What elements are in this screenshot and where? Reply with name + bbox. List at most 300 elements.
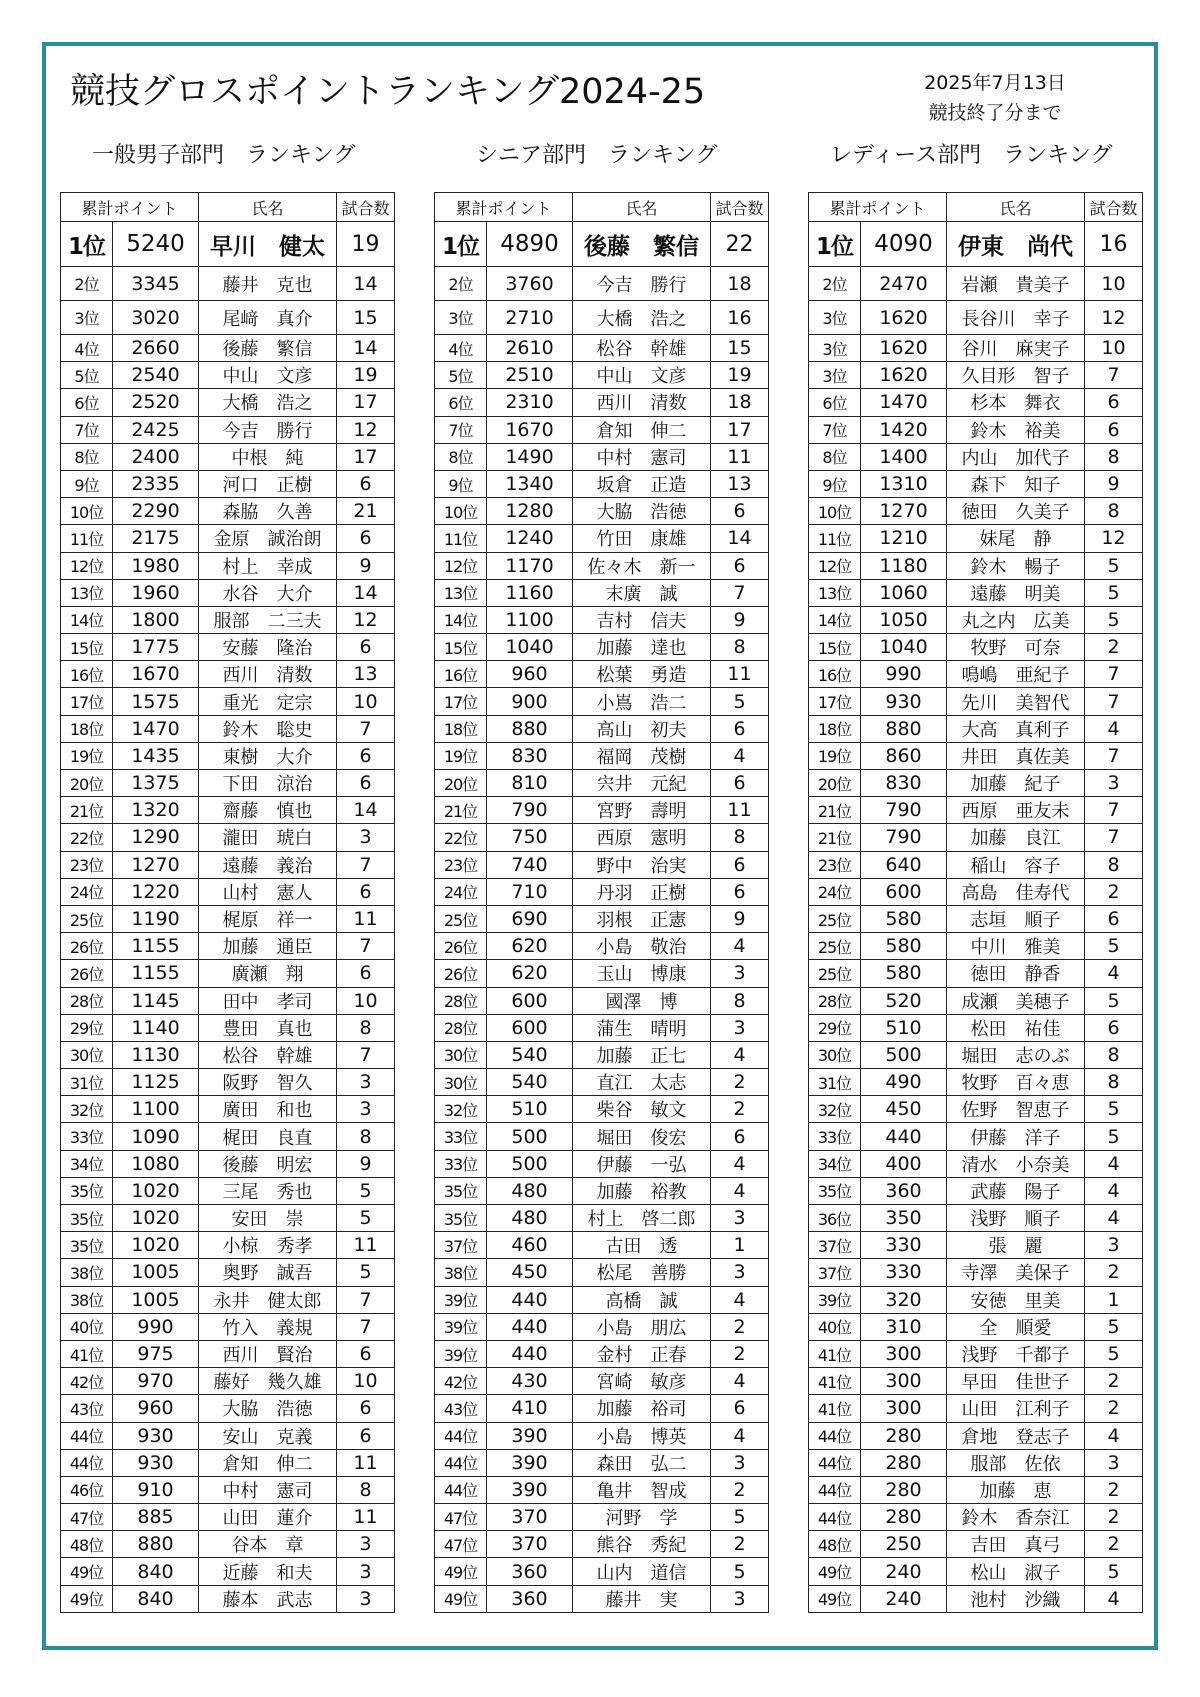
games-cell: 2 bbox=[1085, 1531, 1143, 1558]
name-cell: 藤井 実 bbox=[573, 1585, 711, 1612]
points-cell: 1140 bbox=[113, 1014, 199, 1041]
rank-cell: 41位 bbox=[809, 1368, 861, 1395]
table-row bbox=[435, 525, 769, 552]
rank-cell: 6位 bbox=[61, 389, 113, 416]
table-row bbox=[61, 389, 395, 416]
table-row bbox=[61, 579, 395, 606]
rank-cell: 38位 bbox=[61, 1286, 113, 1313]
table-row bbox=[61, 222, 395, 267]
name-cell: 牧野 可奈 bbox=[947, 634, 1085, 661]
points-cell: 580 bbox=[861, 905, 947, 932]
table-row bbox=[809, 1041, 1143, 1068]
table-row bbox=[61, 634, 395, 661]
name-cell: 高山 初夫 bbox=[573, 715, 711, 742]
games-cell: 3 bbox=[337, 1069, 395, 1096]
table-row bbox=[61, 1449, 395, 1476]
name-cell: 小椋 秀孝 bbox=[199, 1232, 337, 1259]
rank-cell: 26位 bbox=[435, 960, 487, 987]
games-cell: 11 bbox=[337, 1504, 395, 1531]
name-cell: 羽根 正憲 bbox=[573, 905, 711, 932]
points-cell: 1375 bbox=[113, 770, 199, 797]
table-row bbox=[61, 1395, 395, 1422]
points-cell: 360 bbox=[861, 1177, 947, 1204]
rank-cell: 49位 bbox=[435, 1585, 487, 1612]
games-cell: 15 bbox=[337, 301, 395, 335]
rank-cell: 33位 bbox=[435, 1123, 487, 1150]
table-row bbox=[809, 1259, 1143, 1286]
points-cell: 1040 bbox=[487, 634, 573, 661]
games-cell: 8 bbox=[1085, 851, 1143, 878]
name-cell: 宮崎 敏彦 bbox=[573, 1368, 711, 1395]
name-cell: 森下 知子 bbox=[947, 470, 1085, 497]
games-cell: 22 bbox=[711, 222, 769, 267]
points-cell: 500 bbox=[487, 1150, 573, 1177]
points-cell: 2510 bbox=[487, 362, 573, 389]
points-cell: 330 bbox=[861, 1232, 947, 1259]
points-cell: 280 bbox=[861, 1476, 947, 1503]
rank-cell: 33位 bbox=[809, 1123, 861, 1150]
games-cell: 7 bbox=[711, 579, 769, 606]
rank-cell: 8位 bbox=[61, 443, 113, 470]
name-cell: 阪野 智久 bbox=[199, 1069, 337, 1096]
points-cell: 600 bbox=[487, 987, 573, 1014]
points-cell: 1180 bbox=[861, 552, 947, 579]
rank-cell: 5位 bbox=[435, 362, 487, 389]
rank-cell: 17位 bbox=[809, 688, 861, 715]
table-row bbox=[435, 552, 769, 579]
table-row bbox=[809, 301, 1143, 335]
points-cell: 3760 bbox=[487, 267, 573, 301]
games-cell: 5 bbox=[1085, 606, 1143, 633]
section-title-senior: シニア部門 ランキング bbox=[476, 143, 718, 168]
rank-cell: 35位 bbox=[435, 1177, 487, 1204]
table-row bbox=[435, 688, 769, 715]
points-cell: 300 bbox=[861, 1340, 947, 1367]
table-row bbox=[61, 797, 395, 824]
rank-cell: 12位 bbox=[809, 552, 861, 579]
games-cell: 3 bbox=[711, 1449, 769, 1476]
table-row bbox=[61, 335, 395, 362]
name-cell: 野中 治実 bbox=[573, 851, 711, 878]
points-cell: 930 bbox=[861, 688, 947, 715]
name-cell: 山田 江利子 bbox=[947, 1395, 1085, 1422]
games-cell: 5 bbox=[1085, 1096, 1143, 1123]
table-row bbox=[61, 987, 395, 1014]
name-cell: 吉田 真弓 bbox=[947, 1531, 1085, 1558]
points-cell: 280 bbox=[861, 1449, 947, 1476]
table-row bbox=[435, 1558, 769, 1585]
table-row bbox=[435, 851, 769, 878]
points-cell: 450 bbox=[861, 1096, 947, 1123]
rank-cell: 25位 bbox=[809, 905, 861, 932]
name-header: 氏名 bbox=[947, 193, 1085, 222]
games-cell: 8 bbox=[711, 987, 769, 1014]
rank-cell: 1位 bbox=[435, 222, 487, 267]
name-cell: 村上 啓二郎 bbox=[573, 1205, 711, 1232]
games-cell: 7 bbox=[337, 1041, 395, 1068]
table-row bbox=[809, 1123, 1143, 1150]
rank-cell: 37位 bbox=[435, 1232, 487, 1259]
games-cell: 14 bbox=[337, 797, 395, 824]
name-cell: 中根 純 bbox=[199, 443, 337, 470]
name-cell: 東樹 大介 bbox=[199, 742, 337, 769]
name-cell: 柴谷 敏文 bbox=[573, 1096, 711, 1123]
points-cell: 580 bbox=[861, 933, 947, 960]
points-cell: 1490 bbox=[487, 443, 573, 470]
games-cell: 11 bbox=[711, 443, 769, 470]
name-cell: 杉本 舞衣 bbox=[947, 389, 1085, 416]
name-cell: 松葉 勇造 bbox=[573, 661, 711, 688]
points-cell: 620 bbox=[487, 960, 573, 987]
table-row bbox=[809, 470, 1143, 497]
name-cell: 内山 加代子 bbox=[947, 443, 1085, 470]
name-cell: 妹尾 静 bbox=[947, 525, 1085, 552]
games-cell: 7 bbox=[337, 933, 395, 960]
games-cell: 14 bbox=[711, 525, 769, 552]
table-row bbox=[435, 443, 769, 470]
points-cell: 520 bbox=[861, 987, 947, 1014]
points-cell: 1050 bbox=[861, 606, 947, 633]
table-row bbox=[809, 1395, 1143, 1422]
rank-cell: 7位 bbox=[809, 416, 861, 443]
games-cell: 11 bbox=[337, 1449, 395, 1476]
points-cell: 930 bbox=[113, 1422, 199, 1449]
games-cell: 3 bbox=[337, 1096, 395, 1123]
rank-cell: 38位 bbox=[61, 1259, 113, 1286]
points-cell: 1270 bbox=[113, 851, 199, 878]
rank-cell: 34位 bbox=[809, 1150, 861, 1177]
points-cell: 2540 bbox=[113, 362, 199, 389]
points-cell: 330 bbox=[861, 1259, 947, 1286]
name-cell: 遠藤 明美 bbox=[947, 579, 1085, 606]
table-row bbox=[435, 1395, 769, 1422]
points-header: 累計ポイント bbox=[809, 193, 947, 222]
rank-cell: 10位 bbox=[435, 498, 487, 525]
rank-cell: 35位 bbox=[61, 1232, 113, 1259]
name-cell: 福岡 茂樹 bbox=[573, 742, 711, 769]
name-cell: 大橋 浩之 bbox=[199, 389, 337, 416]
rank-cell: 21位 bbox=[809, 824, 861, 851]
points-cell: 390 bbox=[487, 1422, 573, 1449]
name-cell: 加藤 恵 bbox=[947, 1476, 1085, 1503]
name-cell: 清水 小奈美 bbox=[947, 1150, 1085, 1177]
name-cell: 小嶌 浩二 bbox=[573, 688, 711, 715]
table-row bbox=[61, 1069, 395, 1096]
rank-cell: 24位 bbox=[809, 878, 861, 905]
table-row bbox=[435, 797, 769, 824]
table-row bbox=[809, 1476, 1143, 1503]
rank-cell: 15位 bbox=[435, 634, 487, 661]
rank-cell: 39位 bbox=[435, 1286, 487, 1313]
name-cell: 重光 定宗 bbox=[199, 688, 337, 715]
name-cell: 下田 涼治 bbox=[199, 770, 337, 797]
rank-cell: 32位 bbox=[809, 1096, 861, 1123]
name-cell: 瀧田 琥白 bbox=[199, 824, 337, 851]
points-cell: 370 bbox=[487, 1531, 573, 1558]
points-cell: 1980 bbox=[113, 552, 199, 579]
name-cell: 齋藤 慎也 bbox=[199, 797, 337, 824]
rank-cell: 33位 bbox=[61, 1123, 113, 1150]
points-cell: 390 bbox=[487, 1449, 573, 1476]
table-row bbox=[435, 1476, 769, 1503]
table-row bbox=[809, 552, 1143, 579]
games-cell: 10 bbox=[337, 688, 395, 715]
name-cell: 服部 二三夫 bbox=[199, 606, 337, 633]
name-cell: 倉地 登志子 bbox=[947, 1422, 1085, 1449]
table-row bbox=[61, 1177, 395, 1204]
games-cell: 14 bbox=[337, 579, 395, 606]
games-cell: 6 bbox=[337, 960, 395, 987]
games-cell: 4 bbox=[1085, 960, 1143, 987]
ranking-table-general-men bbox=[60, 192, 395, 1613]
table-row bbox=[809, 1531, 1143, 1558]
rank-cell: 29位 bbox=[61, 1014, 113, 1041]
table-row bbox=[435, 1232, 769, 1259]
table-row bbox=[435, 301, 769, 335]
rank-cell: 25位 bbox=[809, 960, 861, 987]
name-cell: 鈴木 聡史 bbox=[199, 715, 337, 742]
name-cell: 山内 道信 bbox=[573, 1558, 711, 1585]
name-cell: 山田 蓮介 bbox=[199, 1504, 337, 1531]
rank-cell: 44位 bbox=[61, 1422, 113, 1449]
points-cell: 440 bbox=[487, 1313, 573, 1340]
points-cell: 410 bbox=[487, 1395, 573, 1422]
table-row bbox=[809, 933, 1143, 960]
name-cell: 藤好 幾久雄 bbox=[199, 1368, 337, 1395]
table-row bbox=[809, 1096, 1143, 1123]
rank-cell: 4位 bbox=[435, 335, 487, 362]
points-cell: 1210 bbox=[861, 525, 947, 552]
rank-cell: 3位 bbox=[435, 301, 487, 335]
table-row bbox=[435, 606, 769, 633]
table-row bbox=[809, 1422, 1143, 1449]
table-row bbox=[809, 1232, 1143, 1259]
points-cell: 500 bbox=[861, 1041, 947, 1068]
rank-cell: 47位 bbox=[435, 1504, 487, 1531]
games-cell: 4 bbox=[1085, 1150, 1143, 1177]
points-cell: 1240 bbox=[487, 525, 573, 552]
name-cell: 蒲生 晴明 bbox=[573, 1014, 711, 1041]
table-row bbox=[61, 443, 395, 470]
table-row bbox=[809, 1014, 1143, 1041]
table-row bbox=[435, 824, 769, 851]
points-cell: 2400 bbox=[113, 443, 199, 470]
rank-cell: 8位 bbox=[809, 443, 861, 470]
points-cell: 480 bbox=[487, 1177, 573, 1204]
points-cell: 580 bbox=[861, 960, 947, 987]
games-header: 試合数 bbox=[1085, 193, 1143, 222]
rank-cell: 15位 bbox=[61, 634, 113, 661]
games-cell: 17 bbox=[337, 443, 395, 470]
games-cell: 7 bbox=[1085, 362, 1143, 389]
points-cell: 790 bbox=[861, 824, 947, 851]
rank-cell: 17位 bbox=[61, 688, 113, 715]
rank-cell: 9位 bbox=[435, 470, 487, 497]
points-cell: 2610 bbox=[487, 335, 573, 362]
points-cell: 440 bbox=[487, 1286, 573, 1313]
games-cell: 4 bbox=[1085, 715, 1143, 742]
games-cell: 8 bbox=[711, 634, 769, 661]
rank-cell: 2位 bbox=[61, 267, 113, 301]
rank-cell: 12位 bbox=[61, 552, 113, 579]
rank-cell: 30位 bbox=[61, 1041, 113, 1068]
name-cell: 堀田 俊宏 bbox=[573, 1123, 711, 1150]
points-cell: 3020 bbox=[113, 301, 199, 335]
name-cell: 加藤 良江 bbox=[947, 824, 1085, 851]
rank-cell: 2位 bbox=[809, 267, 861, 301]
rank-cell: 19位 bbox=[435, 742, 487, 769]
points-cell: 910 bbox=[113, 1476, 199, 1503]
games-cell: 7 bbox=[1085, 824, 1143, 851]
rank-cell: 9位 bbox=[809, 470, 861, 497]
table-row bbox=[435, 715, 769, 742]
games-cell: 11 bbox=[337, 1232, 395, 1259]
games-cell: 12 bbox=[337, 606, 395, 633]
table-row bbox=[61, 1205, 395, 1232]
games-cell: 14 bbox=[337, 267, 395, 301]
name-cell: 張 麗 bbox=[947, 1232, 1085, 1259]
games-cell: 6 bbox=[1085, 1014, 1143, 1041]
rank-cell: 36位 bbox=[809, 1205, 861, 1232]
name-cell: 大脇 浩徳 bbox=[573, 498, 711, 525]
rank-cell: 44位 bbox=[61, 1449, 113, 1476]
table-row bbox=[809, 1069, 1143, 1096]
rank-cell: 28位 bbox=[435, 987, 487, 1014]
games-cell: 7 bbox=[1085, 742, 1143, 769]
rank-cell: 3位 bbox=[809, 301, 861, 335]
games-cell: 17 bbox=[337, 389, 395, 416]
games-cell: 8 bbox=[711, 824, 769, 851]
name-cell: 小島 博英 bbox=[573, 1422, 711, 1449]
rank-cell: 13位 bbox=[435, 579, 487, 606]
games-cell: 6 bbox=[711, 770, 769, 797]
table-row bbox=[435, 362, 769, 389]
table-row bbox=[809, 905, 1143, 932]
points-cell: 1270 bbox=[861, 498, 947, 525]
table-row bbox=[61, 851, 395, 878]
points-cell: 1620 bbox=[861, 335, 947, 362]
points-cell: 500 bbox=[487, 1123, 573, 1150]
games-cell: 17 bbox=[711, 416, 769, 443]
table-row bbox=[435, 1340, 769, 1367]
games-cell: 18 bbox=[711, 267, 769, 301]
points-cell: 1020 bbox=[113, 1177, 199, 1204]
name-cell: 竹入 義規 bbox=[199, 1313, 337, 1340]
table-row bbox=[809, 688, 1143, 715]
table-row bbox=[809, 1558, 1143, 1585]
points-cell: 440 bbox=[861, 1123, 947, 1150]
name-cell: 小島 朋広 bbox=[573, 1313, 711, 1340]
table-row bbox=[435, 1041, 769, 1068]
points-cell: 1155 bbox=[113, 960, 199, 987]
table-row bbox=[435, 634, 769, 661]
rank-cell: 47位 bbox=[61, 1504, 113, 1531]
date-line: 2025年7月13日 bbox=[924, 72, 1066, 94]
name-cell: 谷川 麻実子 bbox=[947, 335, 1085, 362]
rank-cell: 49位 bbox=[61, 1558, 113, 1585]
games-cell: 19 bbox=[711, 362, 769, 389]
name-cell: 加藤 紀子 bbox=[947, 770, 1085, 797]
name-cell: 伊東 尚代 bbox=[947, 222, 1085, 267]
table-row bbox=[61, 416, 395, 443]
table-row bbox=[61, 661, 395, 688]
table-body bbox=[809, 222, 1143, 1613]
table-row bbox=[809, 851, 1143, 878]
rank-cell: 39位 bbox=[809, 1286, 861, 1313]
points-cell: 320 bbox=[861, 1286, 947, 1313]
name-cell: 直江 太志 bbox=[573, 1069, 711, 1096]
games-cell: 3 bbox=[711, 960, 769, 987]
points-cell: 450 bbox=[487, 1259, 573, 1286]
table-row bbox=[435, 1585, 769, 1612]
points-cell: 2175 bbox=[113, 525, 199, 552]
points-cell: 1435 bbox=[113, 742, 199, 769]
rank-cell: 48位 bbox=[809, 1531, 861, 1558]
points-cell: 1400 bbox=[861, 443, 947, 470]
rank-cell: 39位 bbox=[435, 1313, 487, 1340]
points-cell: 1620 bbox=[861, 301, 947, 335]
rank-cell: 1位 bbox=[61, 222, 113, 267]
points-cell: 2290 bbox=[113, 498, 199, 525]
name-cell: 松尾 善勝 bbox=[573, 1259, 711, 1286]
rank-cell: 41位 bbox=[809, 1395, 861, 1422]
games-cell: 3 bbox=[711, 1014, 769, 1041]
table-row bbox=[435, 470, 769, 497]
name-cell: 高島 佳寿代 bbox=[947, 878, 1085, 905]
games-cell: 2 bbox=[1085, 878, 1143, 905]
points-cell: 930 bbox=[113, 1449, 199, 1476]
rank-cell: 20位 bbox=[61, 770, 113, 797]
games-cell: 7 bbox=[337, 715, 395, 742]
name-cell: 徳田 久美子 bbox=[947, 498, 1085, 525]
table-row bbox=[61, 1476, 395, 1503]
games-cell: 6 bbox=[337, 634, 395, 661]
table-row bbox=[61, 362, 395, 389]
table-row bbox=[809, 335, 1143, 362]
name-cell: 加藤 通臣 bbox=[199, 933, 337, 960]
rank-cell: 42位 bbox=[61, 1368, 113, 1395]
name-cell: 村上 幸成 bbox=[199, 552, 337, 579]
rank-cell: 24位 bbox=[61, 878, 113, 905]
points-cell: 860 bbox=[861, 742, 947, 769]
table-row bbox=[61, 525, 395, 552]
rank-cell: 31位 bbox=[809, 1069, 861, 1096]
games-cell: 11 bbox=[337, 905, 395, 932]
name-cell: 長谷川 幸子 bbox=[947, 301, 1085, 335]
table-row bbox=[435, 1422, 769, 1449]
rank-cell: 23位 bbox=[61, 851, 113, 878]
table-row bbox=[809, 222, 1143, 267]
rank-cell: 24位 bbox=[435, 878, 487, 905]
points-cell: 2310 bbox=[487, 389, 573, 416]
name-cell: 中山 文彦 bbox=[573, 362, 711, 389]
table-row bbox=[61, 1259, 395, 1286]
table-row bbox=[61, 1286, 395, 1313]
table-row bbox=[61, 606, 395, 633]
name-cell: 玉山 博康 bbox=[573, 960, 711, 987]
rank-cell: 18位 bbox=[61, 715, 113, 742]
table-row bbox=[809, 1585, 1143, 1612]
rank-cell: 4位 bbox=[61, 335, 113, 362]
games-cell: 2 bbox=[1085, 634, 1143, 661]
games-cell: 12 bbox=[1085, 525, 1143, 552]
name-cell: 伊藤 一弘 bbox=[573, 1150, 711, 1177]
table-row bbox=[809, 498, 1143, 525]
table-row bbox=[61, 1585, 395, 1612]
table-row bbox=[435, 1123, 769, 1150]
games-cell: 13 bbox=[711, 470, 769, 497]
name-cell: 岩瀬 貴美子 bbox=[947, 267, 1085, 301]
